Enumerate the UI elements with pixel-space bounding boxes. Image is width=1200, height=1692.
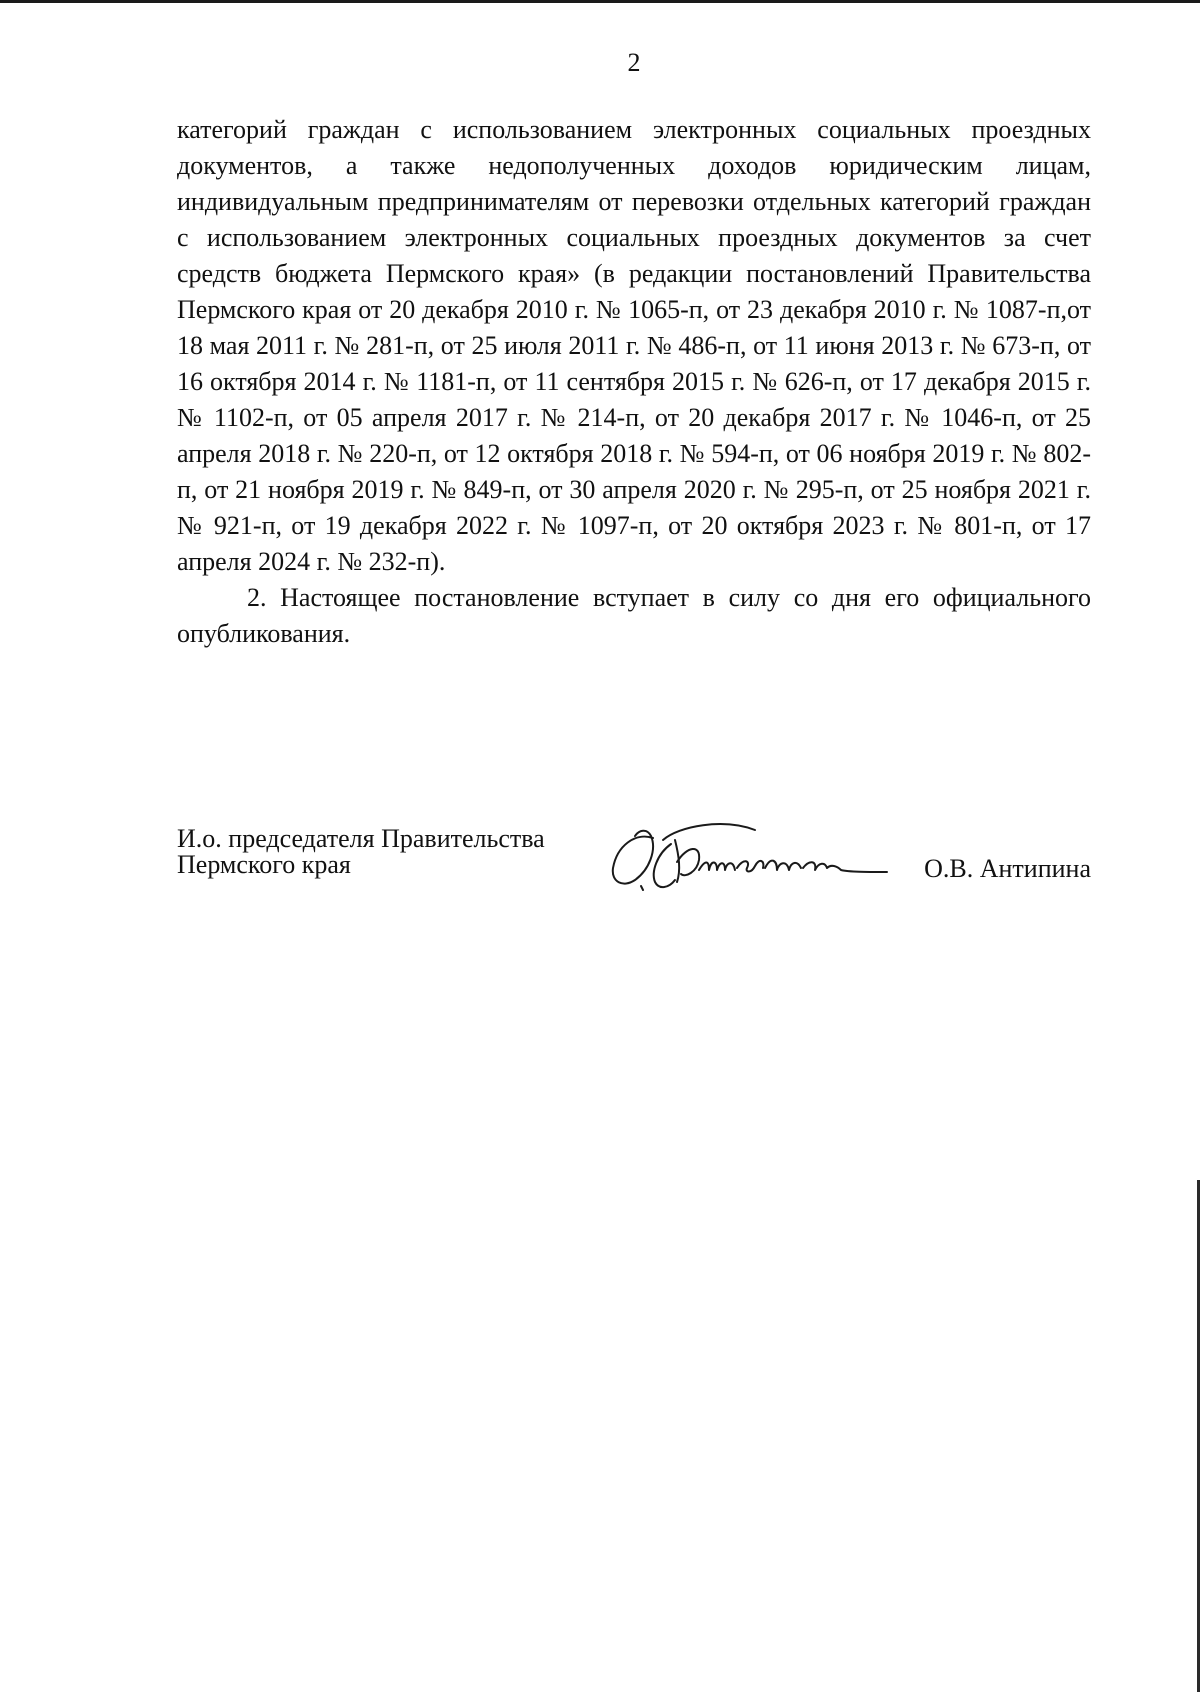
signatory-title-line-2: Пермского края xyxy=(177,850,351,879)
signatory-name: О.В. Антипина xyxy=(924,854,1091,883)
signatory-title-line-1: И.о. председателя Правительства xyxy=(177,824,545,853)
handwritten-signature xyxy=(605,816,895,896)
page-number: 2 xyxy=(627,48,641,77)
document-body xyxy=(177,112,1091,652)
signatory-title xyxy=(177,826,545,878)
paragraph-2: 2. Настоящее постановление вступает в силу со дня его официального опубликования. xyxy=(177,583,1091,648)
signature-block xyxy=(177,826,1091,906)
scan-edge-top xyxy=(0,0,1200,3)
paragraph-1: категорий граждан с использованием электронных социальных проездных документов, а также недополученных доходов юридическим лицам, индивидуальным предпринимателям от перевозки отдельных категорий граждан с использованием электронных социальных проездных документов за счет средств бюджета Пермского края» (в редакции постановлений Правительства Пермского края от 20 декабря 2010 г. № 1065-п, от 23 декабря 2010 г. № 1087-п,от 18 мая 2011 г. № 281-п, от 25 июля 2011 г. № 486-п, от 11 июня 2013 г. № 673-п, от 16 октября 2014 г. № 1181-п, от 11 сентября 2015 г. № 626-п, от 17 декабря 2015 г. № 1102-п, от 05 апреля 2017 г. № 214-п, от 20 декабря 2017 г. № 1046-п, от 25 апреля 2018 г. № 220-п, от 12 октября 2018 г. № 594-п, от 06 ноября 2019 г. № 802-п, от 21 ноября 2019 г. № 849-п, от 30 апреля 2020 г. № 295-п, от 25 ноября 2021 г. № 921-п, от 19 декабря 2022 г. № 1097-п, от 20 октября 2023 г. № 801-п, от 17 апреля 2024 г. № 232-п). xyxy=(177,115,1091,576)
